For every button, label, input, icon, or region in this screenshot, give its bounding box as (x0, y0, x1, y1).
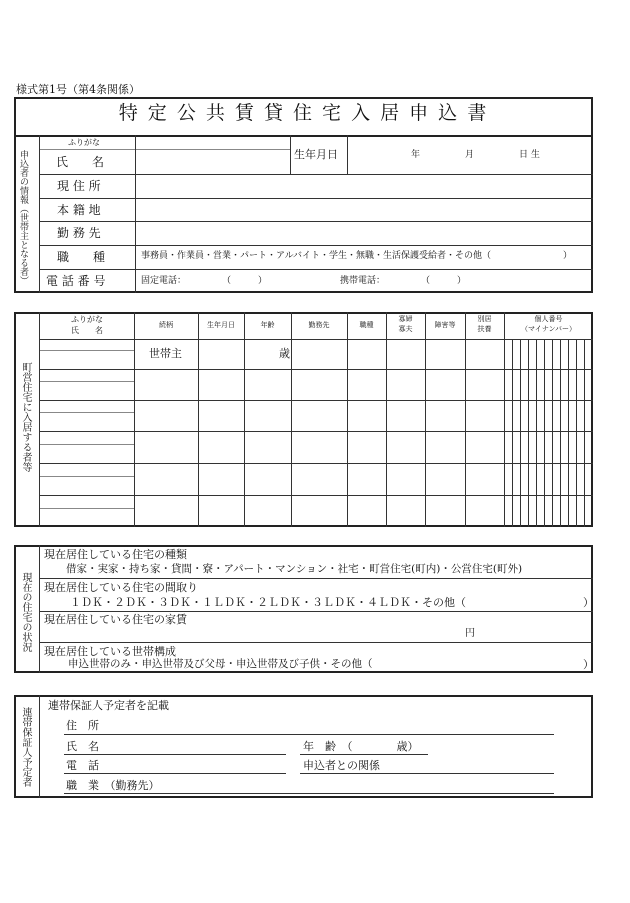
col-relation: 続柄 (159, 321, 173, 329)
col-occ: 職種 (359, 321, 374, 329)
landline-field: 固定電話： （ ） (141, 276, 268, 286)
name-label: 氏 名 (56, 155, 105, 169)
housing-rent-label: 現在居住している住宅の家賃 (44, 613, 187, 626)
head-age-unit: 歳 (279, 347, 290, 360)
guarantor-age-label: 年 齢 （ 歳） (303, 740, 419, 753)
col-mynumber-sub: （マイナンバー） (520, 325, 577, 333)
housing-layout-label: 現在居住している住宅の間取り (44, 581, 198, 594)
address-label: 現 住 所 (57, 179, 101, 193)
workplace-label: 勤 務 先 (57, 226, 101, 240)
birth-label: 生年月日 (294, 148, 338, 161)
col-widow: 寡婦 (398, 315, 413, 323)
col-disability: 障害等 (434, 321, 456, 329)
col-mynumber: 個人番号 (534, 315, 563, 323)
col-age: 年齢 (260, 321, 275, 329)
housing-side-label: 現在の住宅の状況 (20, 572, 31, 652)
household-close: ） (583, 658, 594, 671)
phone-label: 電 話 番 号 (46, 274, 106, 288)
applicant-side-label: 申込者の情報（世帯主となる者） (18, 150, 28, 285)
col-widower: 寡夫 (398, 325, 413, 333)
occupation-options: 事務員・作業員・営業・パート・アルバイト・学生・無職・生活保護受給者・その他（ ） (141, 251, 573, 261)
guarantor-name-label: 氏 名 (66, 740, 99, 753)
mobile-field: 携帯電話： （ ） (340, 276, 467, 286)
housing-layout-options: １ＤＫ・２ＤＫ・３ＤＫ・１ＬＤＫ・２ＬＤＫ・３ＬＤＫ・４ＬＤＫ・その他（ (70, 596, 466, 609)
guarantor-relation-label: 申込者との関係 (303, 759, 380, 772)
housing-type-label: 現在居住している住宅の種類 (44, 548, 187, 561)
col-separate: 別居 (477, 315, 492, 323)
occupation-label: 職 種 (57, 250, 106, 264)
col-name: 氏 名 (71, 326, 103, 335)
col-furigana: ふりがな (71, 315, 103, 324)
page-title: 特 定 公 共 賃 貸 住 宅 入 居 申 込 書 (118, 102, 489, 124)
birth-month: 月 (465, 150, 475, 160)
domicile-label: 本 籍 地 (57, 203, 101, 217)
housing-type-options: 借家・実家・持ち家・貸間・寮・アパート・マンション・社宅・町営住宅(町内)・公営住宅(町外) (66, 563, 523, 575)
guarantor-phone-label: 電 話 (66, 759, 99, 772)
birth-year: 年 (411, 150, 421, 160)
birth-day: 日 生 (519, 150, 540, 160)
housing-layout-close: ） (583, 596, 594, 609)
col-support: 扶養 (477, 325, 492, 333)
head-relation: 世帯主 (149, 347, 182, 360)
residents-side-label: 町営住宅に入居する者等 (20, 362, 31, 472)
col-birth: 生年月日 (207, 321, 235, 329)
furigana-label: ふりがな (68, 138, 100, 147)
form-id: 様式第1号（第4条関係） (16, 83, 140, 96)
household-label: 現在居住している世帯構成 (44, 645, 176, 658)
guarantor-side-label: 連帯保証人予定者 (20, 707, 31, 787)
guarantor-occupation-label: 職 業 （勤務先） (66, 779, 160, 792)
household-options: 申込世帯のみ・申込世帯及び父母・申込世帯及び子供・その他（ (68, 658, 373, 670)
housing-rent-unit: 円 (465, 628, 475, 639)
guarantor-address-label: 住 所 (66, 719, 99, 732)
guarantor-heading: 連帯保証人予定者を記載 (48, 699, 169, 712)
col-work: 勤務先 (308, 321, 330, 329)
